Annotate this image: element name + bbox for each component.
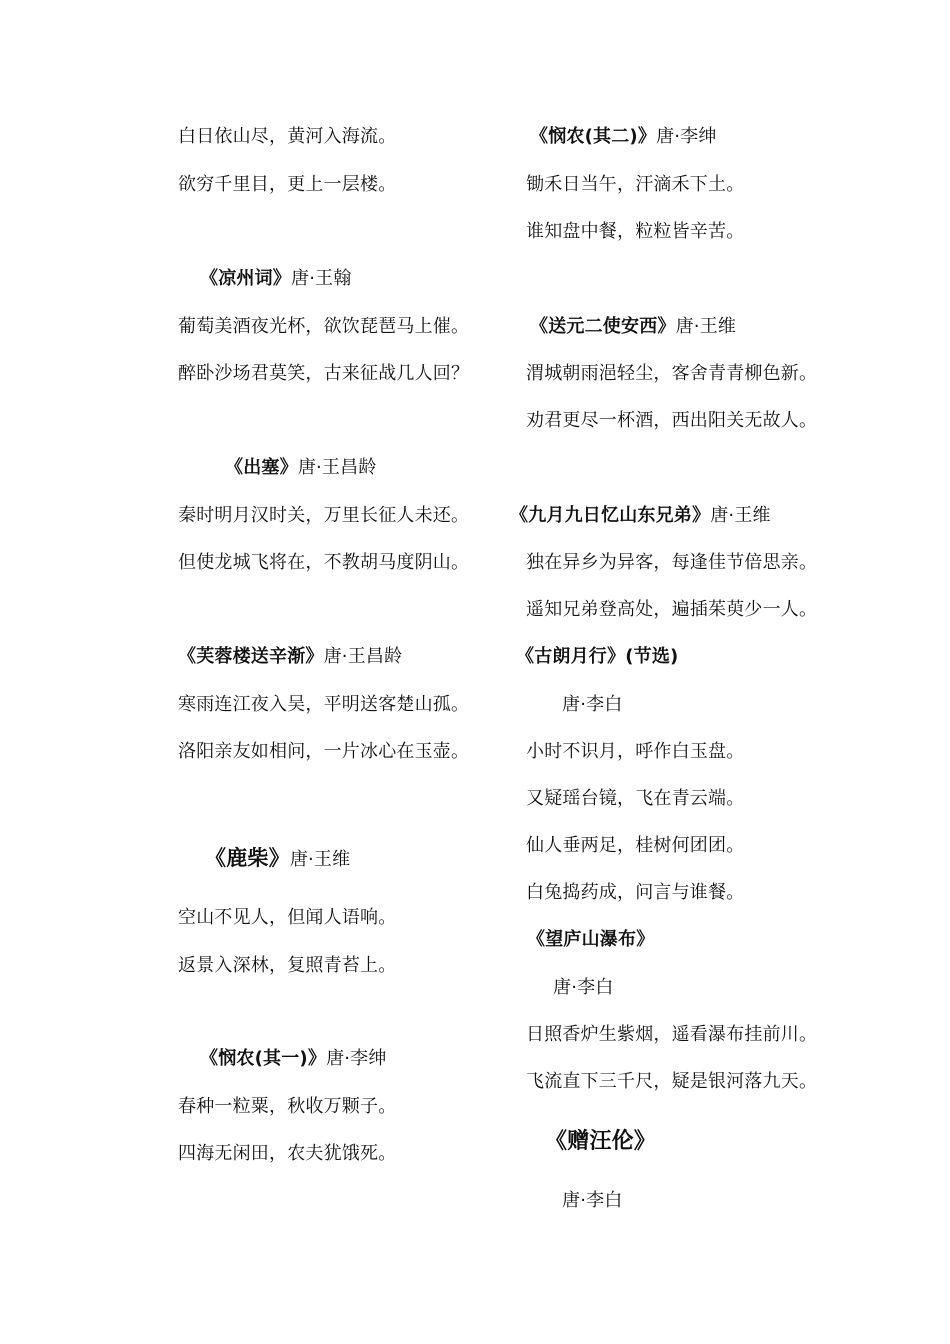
poem-line: 白日依山尽，黄河入海流。 [178,126,397,147]
poem-title: 《芙蓉楼送辛渐》 [178,646,324,667]
poem-line: 四海无闲田，农夫犹饿死。 [178,1143,397,1164]
poem-title: 《望庐山瀑布》 [527,929,655,950]
poem-line: 劝君更尽一杯酒，西出阳关无故人。 [526,410,818,431]
poem-heading [200,267,352,291]
poem-heading [545,1128,656,1157]
poem-title: 《出塞》 [225,457,298,478]
poem-heading [510,504,771,528]
poem-heading [225,456,377,480]
poem-line: 小时不识月，呼作白玉盘。 [526,741,745,762]
poem-heading [530,315,736,339]
poem-title: 《凉州词》 [200,268,291,289]
poem-author: 唐·王维 [675,316,737,337]
poem-line: 洛阳亲友如相问，一片冰心在玉壶。 [178,741,470,762]
poem-line: 仙人垂两足，桂树何团团。 [526,835,745,856]
poem-heading [200,1047,387,1071]
poem-author: 唐·李绅 [326,1048,387,1069]
poem-line: 空山不见人，但闻人语响。 [178,907,397,928]
poem-author: 唐·王维 [710,505,771,526]
poem-title: 《鹿柴》 [205,846,290,870]
poem-heading [530,125,717,149]
poem-line: 春种一粒粟，秋收万颗子。 [178,1096,397,1117]
poem-author: 唐·李绅 [656,126,717,147]
poem-line: 渭城朝雨浥轻尘，客舍青青柳色新。 [526,363,818,384]
poem-line: 日照香炉生紫烟，遥看瀑布挂前川。 [526,1024,818,1045]
poem-title: 《赠汪伦》 [545,1129,657,1154]
poem-line: 又疑瑶台镜，飞在青云端。 [526,788,745,809]
poem-author: 唐·王翰 [291,268,352,289]
poem-line: 葡萄美酒夜光杯，欲饮琵琶马上催。 [178,316,470,337]
poem-title: 《古朗月行》(节选) [516,646,679,667]
poem-title: 《九月九日忆山东兄弟》 [510,505,711,526]
poem-title: 《送元二使安西》 [530,316,676,337]
poem-author: 唐·王昌龄 [297,457,377,478]
poem-line: 谁知盘中餐，粒粒皆辛苦。 [526,221,745,242]
poem-line: 飞流直下三千尺，疑是银河落九天。 [526,1071,818,1092]
poem-line: 独在异乡为异客，每逢佳节倍思亲。 [526,552,818,573]
poem-line: 返景入深林，复照青苔上。 [178,955,397,976]
poem-heading [178,645,402,669]
poem-author-line: 唐·李白 [562,1190,623,1211]
poem-heading [527,928,654,952]
poem-heading [516,645,678,669]
poem-line: 寒雨连江夜入吴，平明送客楚山孤。 [178,694,470,715]
poem-heading [205,846,350,872]
poem-line: 秦时明月汉时关，万里长征人未还。 [178,505,470,526]
poem-author: 唐·王昌龄 [323,646,403,667]
poem-line: 欲穷千里目，更上一层楼。 [178,174,397,195]
poem-author: 唐·王维 [289,849,351,870]
poem-author-line: 唐·李白 [553,977,614,998]
poem-line: 白兔捣药成，问言与谁餐。 [526,882,745,903]
poem-author-line: 唐·李白 [562,694,623,715]
poem-title: 《悯农(其二)》 [530,126,657,147]
poem-title: 《悯农(其一)》 [200,1048,327,1069]
poem-line: 但使龙城飞将在，不教胡马度阴山。 [178,552,470,573]
poem-line: 醉卧沙场君莫笑，古来征战几人回？ [178,363,470,384]
poem-line: 锄禾日当午，汗滴禾下土。 [526,174,745,195]
poem-line: 遥知兄弟登高处，遍插茱萸少一人。 [526,599,818,620]
